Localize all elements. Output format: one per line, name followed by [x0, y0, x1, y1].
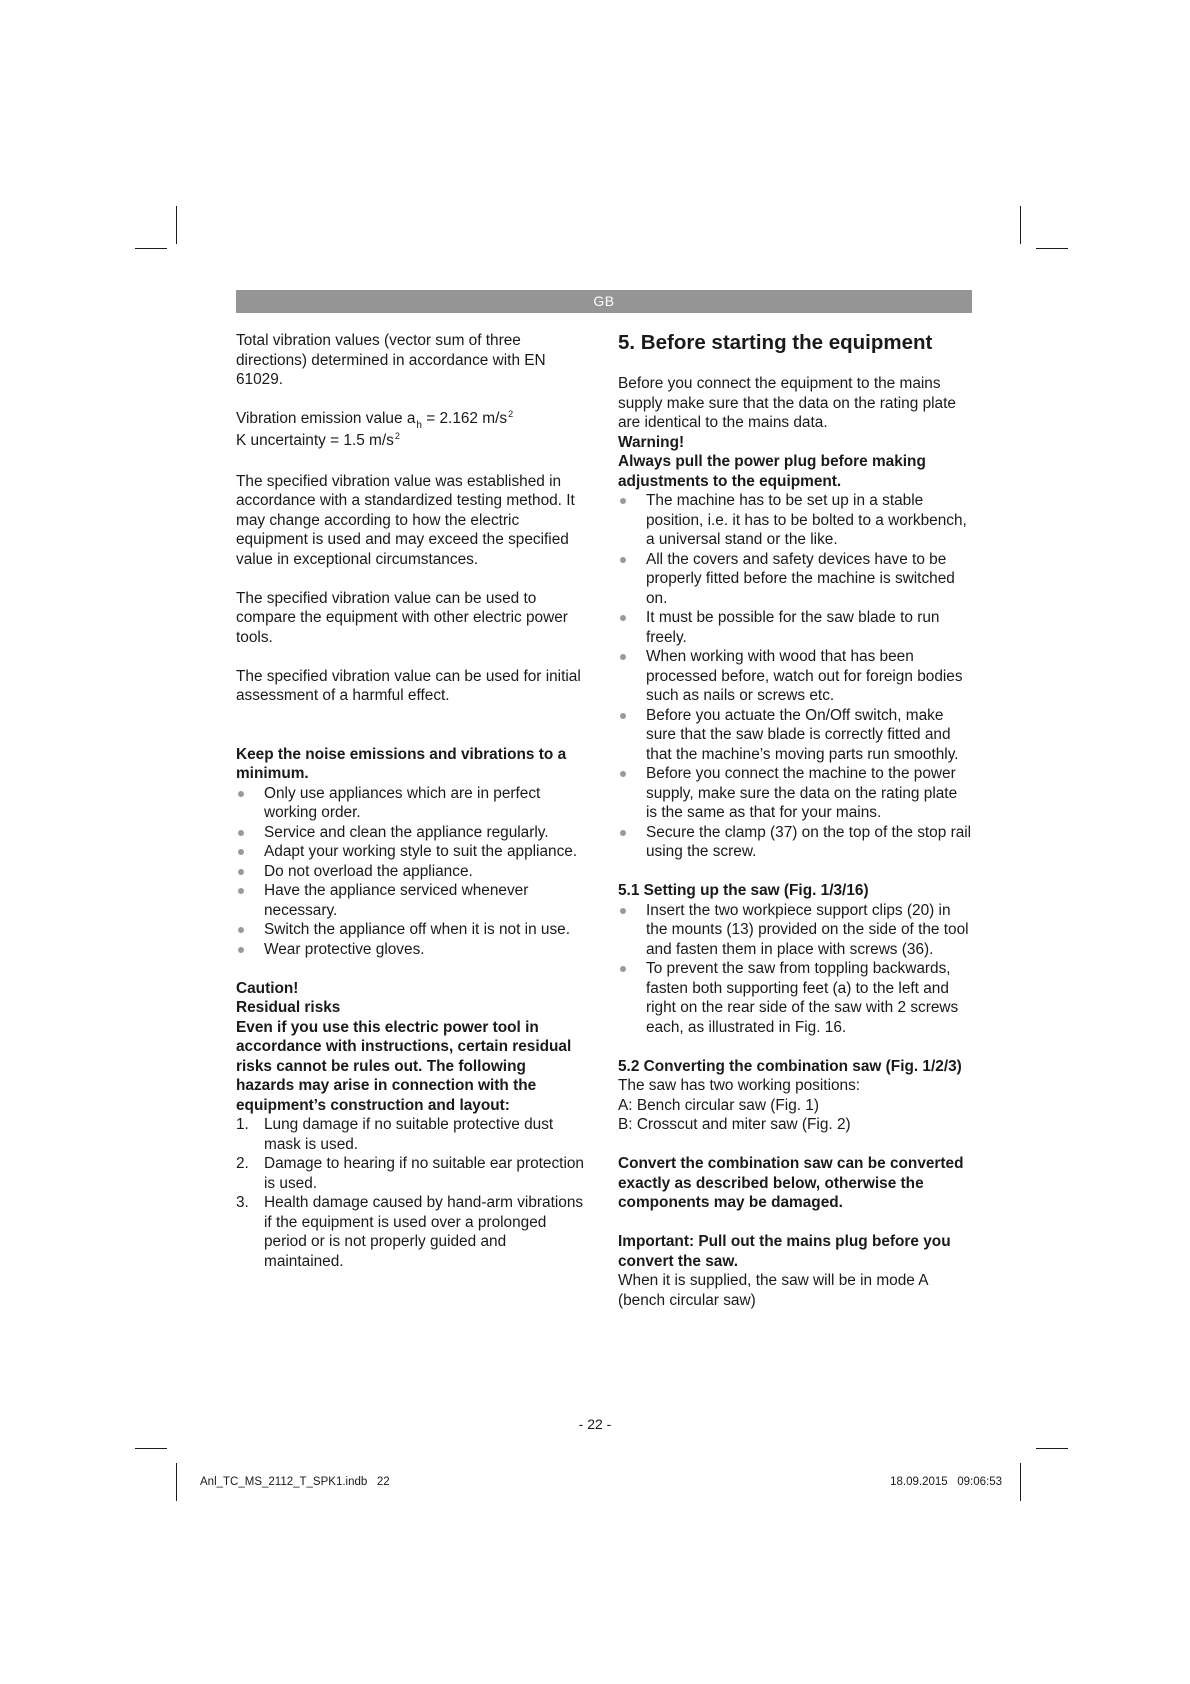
list-item: Insert the two workpiece support clips (20) in the mounts (13) provided on the side of the tool and fasten them in place with screws (36). — [618, 901, 972, 960]
bullet-icon — [620, 830, 626, 836]
crop-mark — [1020, 1463, 1021, 1501]
list-item: It must be possible for the saw blade to run freely. — [618, 608, 972, 647]
bullet-icon — [620, 966, 626, 972]
bullet-icon — [620, 557, 626, 563]
crop-mark — [176, 1463, 177, 1501]
list-item: Service and clean the appliance regularly. — [236, 823, 588, 843]
list-item: Only use appliances which are in perfect working order. — [236, 784, 588, 823]
crop-mark — [135, 248, 167, 249]
bullet-icon — [620, 713, 626, 719]
list-item: Have the appliance serviced whenever necessary. — [236, 881, 588, 920]
k-uncertainty: K uncertainty = 1.5 $m/s^2$ — [236, 430, 400, 449]
bullet-icon — [620, 908, 626, 914]
left-column — [236, 331, 588, 1271]
bullet-icon — [238, 927, 244, 933]
list-item: Do not overload the appliance. — [236, 862, 588, 882]
page-number: - 22 - — [578, 1416, 612, 1432]
vibration-emission-value: Vibration emission value $a_h = 2.162$ $m/s^2$ — [236, 409, 514, 431]
list-item: Wear protective gloves. — [236, 940, 588, 960]
bullet-icon — [238, 888, 244, 894]
setup-list — [618, 491, 972, 862]
bullet-icon — [620, 615, 626, 621]
bullet-icon — [238, 849, 244, 855]
working-positions-intro: The saw has two working positions: — [618, 1077, 861, 1094]
working-position-a: A: Bench circular saw (Fig. 1) — [618, 1096, 819, 1114]
setup-saw-list — [618, 901, 972, 1038]
list-item: Switch the appliance off when it is not in use. — [236, 920, 588, 940]
vibration-paragraph: The specified vibration value can be used for initial assessment of a harmful effect. — [236, 667, 581, 704]
list-item: To prevent the saw from toppling backwards, fasten both supporting feet (a) to the left and right on the rear side of the saw with 2 screws each, as illustrated in Fig. 16. — [618, 959, 972, 1037]
bullet-icon — [238, 869, 244, 875]
bullet-icon — [620, 654, 626, 660]
warning-heading: Warning! — [618, 433, 685, 451]
bullet-icon — [620, 498, 626, 504]
bullet-icon — [238, 830, 244, 836]
crop-mark — [1036, 248, 1068, 249]
list-item: The machine has to be set up in a stable position, i.e. it has to be bolted to a workbench, a universal stand or the like. — [618, 491, 972, 550]
bullet-icon — [620, 771, 626, 777]
noise-list — [236, 784, 588, 960]
vibration-paragraph: The specified vibration value can be used to compare the equipment with other electric power tools. — [236, 589, 568, 646]
list-item: Before you connect the machine to the power supply, make sure the data on the rating plate is the same as that for your mains. — [618, 764, 972, 823]
section-title: 5. Before starting the equipment — [618, 331, 933, 354]
risks-list — [236, 1115, 588, 1271]
list-item: Secure the clamp (37) on the top of the stop rail using the screw. — [618, 823, 972, 862]
intro-paragraph: Before you connect the equipment to the mains supply make sure that the data on the rating plate are identical to the mains data. — [618, 375, 956, 431]
crop-mark — [176, 206, 177, 244]
footer-datetime: 18.09.2015 09:06:53 — [890, 1476, 1002, 1488]
list-item: 3. Health damage caused by hand-arm vibrations if the equipment is used over a prolonged period or is not properly guided and maintained. — [236, 1194, 584, 1270]
bullet-icon — [238, 791, 244, 797]
right-column — [618, 331, 972, 1310]
crop-mark — [1020, 206, 1021, 244]
crop-mark — [135, 1448, 167, 1449]
supplied-mode-note: When it is supplied, the saw will be in mode A (bench circular saw) — [618, 1272, 928, 1309]
convert-note: Convert the combination saw can be converted exactly as described below, otherwise the components may be damaged. — [618, 1155, 964, 1211]
list-item: All the covers and safety devices have to be properly fitted before the machine is switched on. — [618, 550, 972, 609]
list-item: 1. Lung damage if no suitable protective dust mask is used. — [236, 1116, 554, 1153]
list-item: Adapt your working style to suit the appliance. — [236, 842, 588, 862]
residual-risks-heading: Residual risks — [236, 999, 341, 1016]
noise-heading: Keep the noise emissions and vibrations to a minimum. — [236, 745, 567, 782]
bullet-icon — [238, 947, 244, 953]
list-item: 2. Damage to hearing if no suitable ear protection is used. — [236, 1155, 584, 1192]
list-item: Before you actuate the On/Off switch, make sure that the saw blade is correctly fitted and that the machine’s moving parts run smoothly. — [618, 706, 972, 765]
important-note: Important: Pull out the mains plug before you convert the saw. — [618, 1233, 951, 1270]
warning-text: Always pull the power plug before making adjustments to the equipment. — [618, 453, 926, 490]
footer-filename: Anl_TC_MS_2112_T_SPK1.indb 22 — [200, 1476, 390, 1488]
caution-heading: Caution! — [236, 979, 299, 997]
vibration-paragraph: The specified vibration value was established in accordance with a standardized testing method. It may change according to how the electric equipment is used and may exceed the specified value in exceptional circumstances. — [236, 472, 575, 568]
vibration-intro: Total vibration values (vector sum of three directions) determined in accordance with EN 61029. — [236, 332, 546, 388]
subsection-title-5-1: 5.1 Setting up the saw (Fig. 1/3/16) — [618, 882, 869, 899]
subsection-title-5-2: 5.2 Converting the combination saw (Fig. 1/2/3) — [618, 1057, 962, 1075]
residual-risks-text: Even if you use this electric power tool in accordance with instructions, certain residual risks cannot be rules out. The following hazards may arise in connection with the equipment’s construction and layout: — [236, 1018, 572, 1114]
crop-mark — [1036, 1448, 1068, 1449]
working-position-b: B: Crosscut and miter saw (Fig. 2) — [618, 1116, 851, 1133]
list-item: When working with wood that has been processed before, watch out for foreign bodies such as nails or screws etc. — [618, 647, 972, 706]
language-header-bar: GB — [236, 290, 972, 313]
